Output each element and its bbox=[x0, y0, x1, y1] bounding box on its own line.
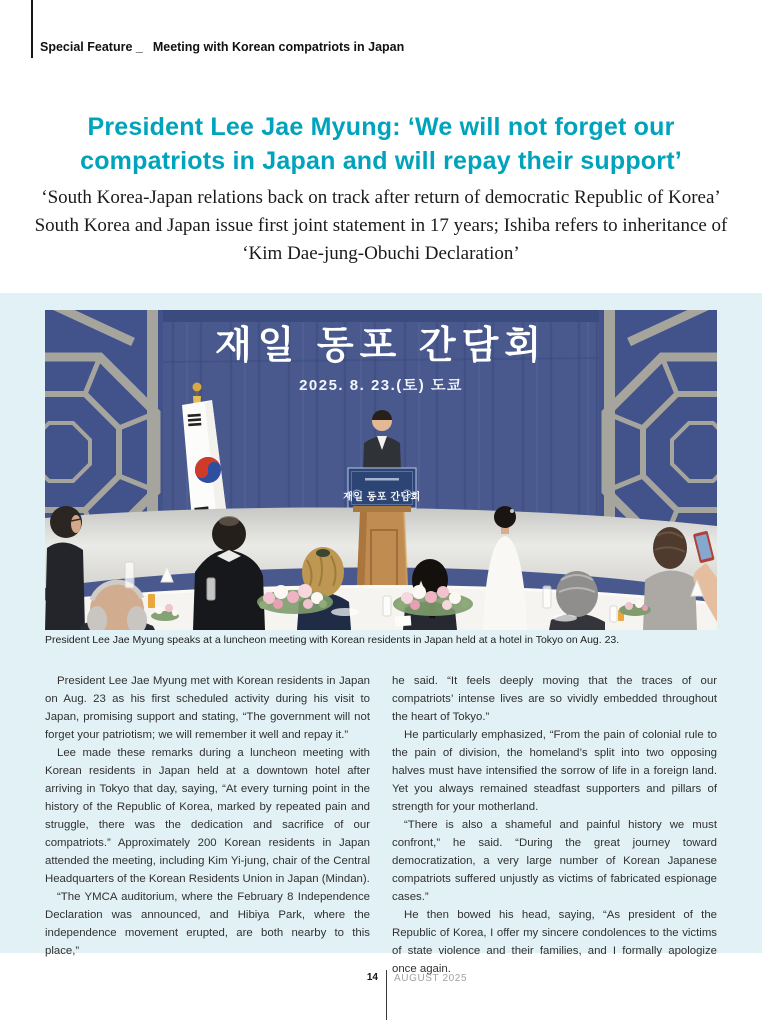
audience-man-far-left bbox=[45, 506, 85, 630]
kicker-section: Special Feature _ bbox=[40, 40, 143, 54]
kicker bbox=[40, 40, 404, 54]
page-title-line1: President Lee Jae Myung: ‘We will not forget our bbox=[87, 113, 675, 141]
article-column-right bbox=[392, 672, 717, 978]
article-columns bbox=[45, 672, 717, 978]
body-paragraph: he said. “It feels deeply moving that the traces of our compatriots’ intense lives are so vividly embedded throughout the heart of Tokyo.” bbox=[392, 675, 717, 723]
footer-divider bbox=[386, 970, 387, 1020]
kicker-rule bbox=[31, 0, 33, 58]
banner-date: 2025. 8. 23.(토) 도쿄 bbox=[299, 377, 463, 394]
page-title-line2: compatriots in Japan and will repay their support’ bbox=[80, 147, 682, 175]
article-photo bbox=[45, 310, 717, 630]
banner-title: 재일 동포 간담회 bbox=[214, 325, 548, 367]
page-title bbox=[45, 110, 717, 178]
kicker-topic: Meeting with Korean compatriots in Japan bbox=[152, 40, 405, 54]
body-paragraph: Lee made these remarks during a luncheon meeting with Korean residents in Japan held at a downtown hotel after arriving in Tokyo that day, saying, “At every turning point in the history of the Republic of Korea, marked by repeated pain and struggle, there was the dedication and sacrifice of our compatriots.” Approximately 200 Korean residents in Japan attended the meeting, including Kim Yi-jung, chair of the Central Headquarters of the Korean Residents Union in Japan (Mindan). bbox=[45, 747, 370, 885]
photo-caption: President Lee Jae Myung speaks at a luncheon meeting with Korean residents in Japan held at a hotel in Tokyo on Aug. 23. bbox=[45, 634, 620, 646]
body-paragraph: President Lee Jae Myung met with Korean residents in Japan on Aug. 23 as his first scheduled activity during his visit to Japan, promising support and stating, “The government will not forget your patriotism; we will remember it well and repay it.” bbox=[45, 675, 370, 741]
footer-issue: AUGUST 2025 bbox=[394, 972, 468, 984]
footer-page-number: 14 bbox=[366, 972, 378, 983]
photo-illustration bbox=[45, 310, 717, 630]
body-paragraph: He particularly emphasized, “From the pain of colonial rule to the pain of division, the homeland’s split into two opposing halves must have intensified the sorrow of life in a foreign land. Yet you always remained steadfast supporters and pillars of strength for your motherland. bbox=[392, 729, 717, 813]
podium-sign-text: 재일 동포 간담회 bbox=[343, 492, 421, 503]
body-paragraph: “The YMCA auditorium, where the February 8 Independence Declaration was announced, and Hibiya Park, where the independence movement erupted, are both nearby to this place,” bbox=[45, 891, 370, 957]
body-paragraph: He then bowed his head, saying, “As president of the Republic of Korea, I offer my sincere condolences to the victims of state violence and their families, and I formally apologize once again. bbox=[392, 909, 717, 975]
page-subtitle: ‘South Korea-Japan relations back on track after return of democratic Republic of Korea’ South Korea and Japan issue first joint statement in 17 years; Ishiba refers to inheritance of ‘Kim Dae-jung-Obuchi Declaration’ bbox=[34, 187, 728, 264]
article-column-left bbox=[45, 672, 370, 978]
body-paragraph: “There is also a shameful and painful history we must confront,” he said. “During the great journey toward democratization, a very large number of Korean Japanese compatriots suffered unjustly as victims of fabricated espionage cases.” bbox=[392, 819, 717, 903]
